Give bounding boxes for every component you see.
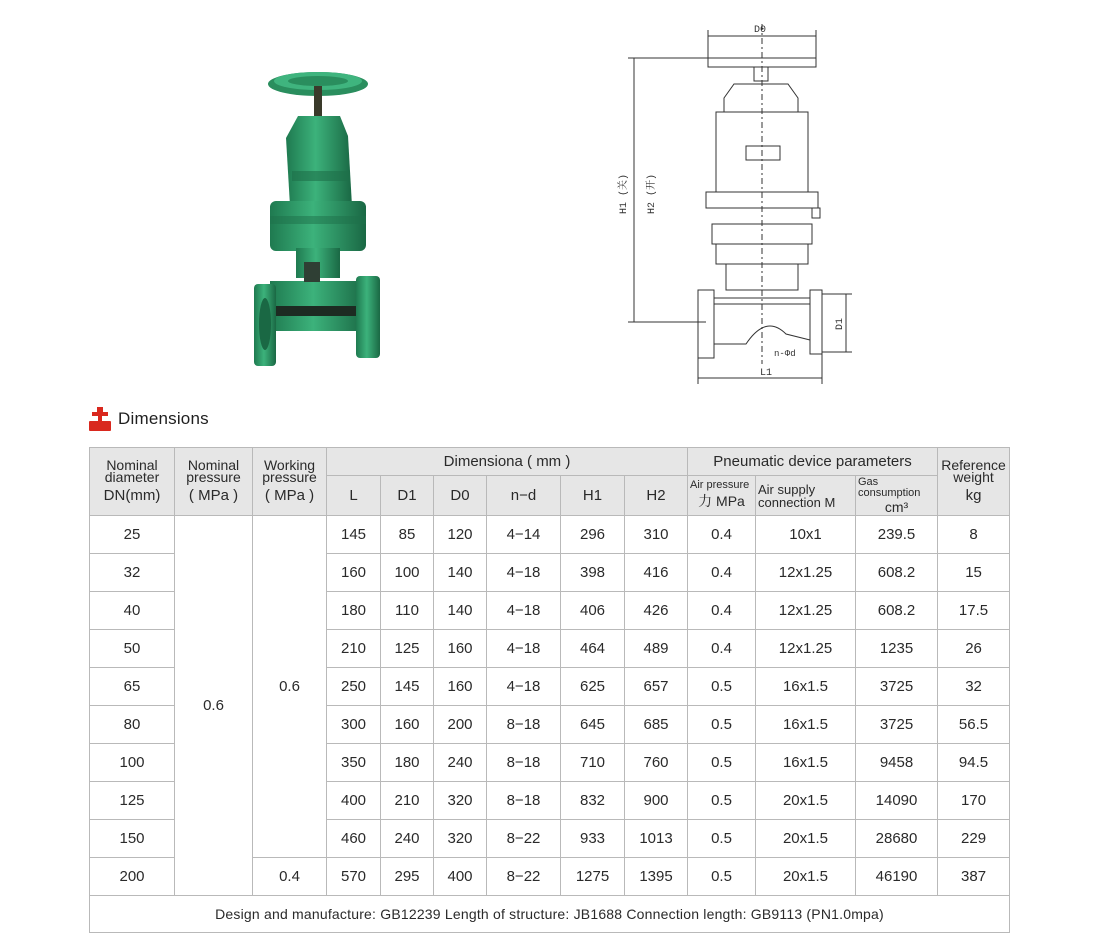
- header-air-supply: Air supply connection M: [756, 476, 856, 516]
- cell-gas: 608.2: [856, 592, 938, 630]
- cell-l: 350: [327, 744, 381, 782]
- cell-d1: 295: [381, 858, 434, 896]
- cell-h1: 1275: [561, 858, 625, 896]
- cell-d1: 160: [381, 706, 434, 744]
- cell-air: 0.4: [688, 630, 756, 668]
- cell-air: 0.4: [688, 516, 756, 554]
- cell-supply: 20x1.5: [756, 858, 856, 896]
- header-dimension-group: Dimensiona ( mm ): [327, 448, 688, 476]
- header-nominal-pressure: Nominal pressure ( MPa ): [175, 448, 253, 516]
- cell-l: 250: [327, 668, 381, 706]
- section-header: [88, 404, 209, 434]
- cell-air: 0.5: [688, 782, 756, 820]
- cell-air: 0.5: [688, 820, 756, 858]
- cell-supply: 16x1.5: [756, 668, 856, 706]
- cell-kg: 94.5: [938, 744, 1010, 782]
- header-working-pressure: Working pressure ( MPa ): [253, 448, 327, 516]
- cell-h2: 426: [625, 592, 688, 630]
- cell-air: 0.4: [688, 554, 756, 592]
- cell-d0: 400: [434, 858, 487, 896]
- cell-l: 300: [327, 706, 381, 744]
- table-body: [90, 516, 1010, 896]
- drawing-label-h2: H2 (开): [647, 173, 658, 214]
- cell-nd: 8−18: [487, 706, 561, 744]
- cell-l: 210: [327, 630, 381, 668]
- cell-kg: 32: [938, 668, 1010, 706]
- cell-d1: 180: [381, 744, 434, 782]
- cell-l: 400: [327, 782, 381, 820]
- cell-h1: 625: [561, 668, 625, 706]
- header-nominal-diameter: Nominal diameter DN(mm): [90, 448, 175, 516]
- cell-d0: 160: [434, 630, 487, 668]
- valve-icon: [88, 406, 112, 432]
- cell-dn: 25: [90, 516, 175, 554]
- cell-d0: 320: [434, 782, 487, 820]
- cell-d0: 240: [434, 744, 487, 782]
- cell-gas: 608.2: [856, 554, 938, 592]
- cell-dn: 150: [90, 820, 175, 858]
- cell-nd: 8−18: [487, 782, 561, 820]
- cell-gas: 3725: [856, 706, 938, 744]
- drawing-label-d1: D1: [835, 317, 846, 330]
- cell-d0: 200: [434, 706, 487, 744]
- cell-nd: 8−18: [487, 744, 561, 782]
- drawing-label-d0: D0: [754, 25, 767, 36]
- cell-nd: 4−18: [487, 630, 561, 668]
- cell-kg: 229: [938, 820, 1010, 858]
- cell-h2: 489: [625, 630, 688, 668]
- cell-h2: 310: [625, 516, 688, 554]
- cell-h2: 416: [625, 554, 688, 592]
- table-footer: Design and manufacture: GB12239 Length of structure: JB1688 Connection length: GB9113 (PN1.0mpa): [90, 896, 1010, 933]
- cell-nd: 8−22: [487, 820, 561, 858]
- header-col-nd: n−d: [487, 476, 561, 516]
- cell-l: 145: [327, 516, 381, 554]
- cell-supply: 16x1.5: [756, 706, 856, 744]
- drawing-label-l1: L1: [760, 368, 773, 379]
- cell-supply: 12x1.25: [756, 630, 856, 668]
- cell-h1: 832: [561, 782, 625, 820]
- cell-nd: 4−14: [487, 516, 561, 554]
- cell-h1: 398: [561, 554, 625, 592]
- cell-d1: 110: [381, 592, 434, 630]
- cell-nd: 8−22: [487, 858, 561, 896]
- cell-gas: 28680: [856, 820, 938, 858]
- cell-gas: 1235: [856, 630, 938, 668]
- cell-h2: 685: [625, 706, 688, 744]
- cell-working-pressure: 0.6: [253, 516, 327, 858]
- cell-supply: 10x1: [756, 516, 856, 554]
- cell-l: 180: [327, 592, 381, 630]
- drawing-label-nd: n-Φd: [774, 349, 796, 359]
- cell-gas: 9458: [856, 744, 938, 782]
- cell-d0: 140: [434, 592, 487, 630]
- cell-dn: 65: [90, 668, 175, 706]
- cell-kg: 170: [938, 782, 1010, 820]
- cell-l: 160: [327, 554, 381, 592]
- header-col-d1: D1: [381, 476, 434, 516]
- cell-gas: 46190: [856, 858, 938, 896]
- cell-d0: 320: [434, 820, 487, 858]
- cell-d0: 120: [434, 516, 487, 554]
- cell-dn: 50: [90, 630, 175, 668]
- header-reference-weight: Reference weight kg: [938, 448, 1010, 516]
- valve-technical-drawing: [606, 14, 862, 396]
- cell-h1: 406: [561, 592, 625, 630]
- cell-d1: 85: [381, 516, 434, 554]
- header-air-pressure: Air pressure 力 MPa: [688, 476, 756, 516]
- cell-d0: 140: [434, 554, 487, 592]
- cell-l: 460: [327, 820, 381, 858]
- cell-nd: 4−18: [487, 554, 561, 592]
- cell-d1: 145: [381, 668, 434, 706]
- cell-d1: 210: [381, 782, 434, 820]
- cell-kg: 17.5: [938, 592, 1010, 630]
- cell-l: 570: [327, 858, 381, 896]
- cell-h2: 900: [625, 782, 688, 820]
- header-pneumatic-group: Pneumatic device parameters: [688, 448, 938, 476]
- cell-air: 0.5: [688, 668, 756, 706]
- section-title: Dimensions: [118, 409, 209, 428]
- header-col-l: L: [327, 476, 381, 516]
- cell-kg: 15: [938, 554, 1010, 592]
- cell-gas: 239.5: [856, 516, 938, 554]
- cell-supply: 20x1.5: [756, 820, 856, 858]
- cell-air: 0.5: [688, 744, 756, 782]
- cell-h1: 645: [561, 706, 625, 744]
- cell-air: 0.5: [688, 706, 756, 744]
- cell-h2: 1395: [625, 858, 688, 896]
- cell-dn: 125: [90, 782, 175, 820]
- cell-supply: 12x1.25: [756, 592, 856, 630]
- cell-supply: 20x1.5: [756, 782, 856, 820]
- cell-h1: 296: [561, 516, 625, 554]
- cell-kg: 387: [938, 858, 1010, 896]
- cell-h1: 933: [561, 820, 625, 858]
- cell-d1: 100: [381, 554, 434, 592]
- cell-dn: 80: [90, 706, 175, 744]
- cell-h2: 657: [625, 668, 688, 706]
- cell-supply: 12x1.25: [756, 554, 856, 592]
- cell-kg: 8: [938, 516, 1010, 554]
- cell-dn: 40: [90, 592, 175, 630]
- cell-h1: 464: [561, 630, 625, 668]
- cell-h2: 760: [625, 744, 688, 782]
- valve-product-photo: [240, 66, 390, 376]
- cell-air: 0.5: [688, 858, 756, 896]
- cell-d0: 160: [434, 668, 487, 706]
- cell-d1: 240: [381, 820, 434, 858]
- drawing-label-h1: H1 (关): [619, 173, 630, 214]
- cell-dn: 100: [90, 744, 175, 782]
- cell-h1: 710: [561, 744, 625, 782]
- table-row: [90, 516, 1010, 554]
- cell-gas: 3725: [856, 668, 938, 706]
- cell-gas: 14090: [856, 782, 938, 820]
- dimensions-table: [89, 447, 1010, 933]
- cell-supply: 16x1.5: [756, 744, 856, 782]
- header-col-d0: D0: [434, 476, 487, 516]
- cell-dn: 32: [90, 554, 175, 592]
- header-col-h2: H2: [625, 476, 688, 516]
- cell-nd: 4−18: [487, 668, 561, 706]
- cell-nd: 4−18: [487, 592, 561, 630]
- cell-nominal-pressure: 0.6: [175, 516, 253, 896]
- cell-kg: 56.5: [938, 706, 1010, 744]
- cell-d1: 125: [381, 630, 434, 668]
- header-col-h1: H1: [561, 476, 625, 516]
- cell-h2: 1013: [625, 820, 688, 858]
- header-gas-consumption: Gas consumption cm³: [856, 476, 938, 516]
- cell-dn: 200: [90, 858, 175, 896]
- cell-working-pressure: 0.4: [253, 858, 327, 896]
- cell-air: 0.4: [688, 592, 756, 630]
- cell-kg: 26: [938, 630, 1010, 668]
